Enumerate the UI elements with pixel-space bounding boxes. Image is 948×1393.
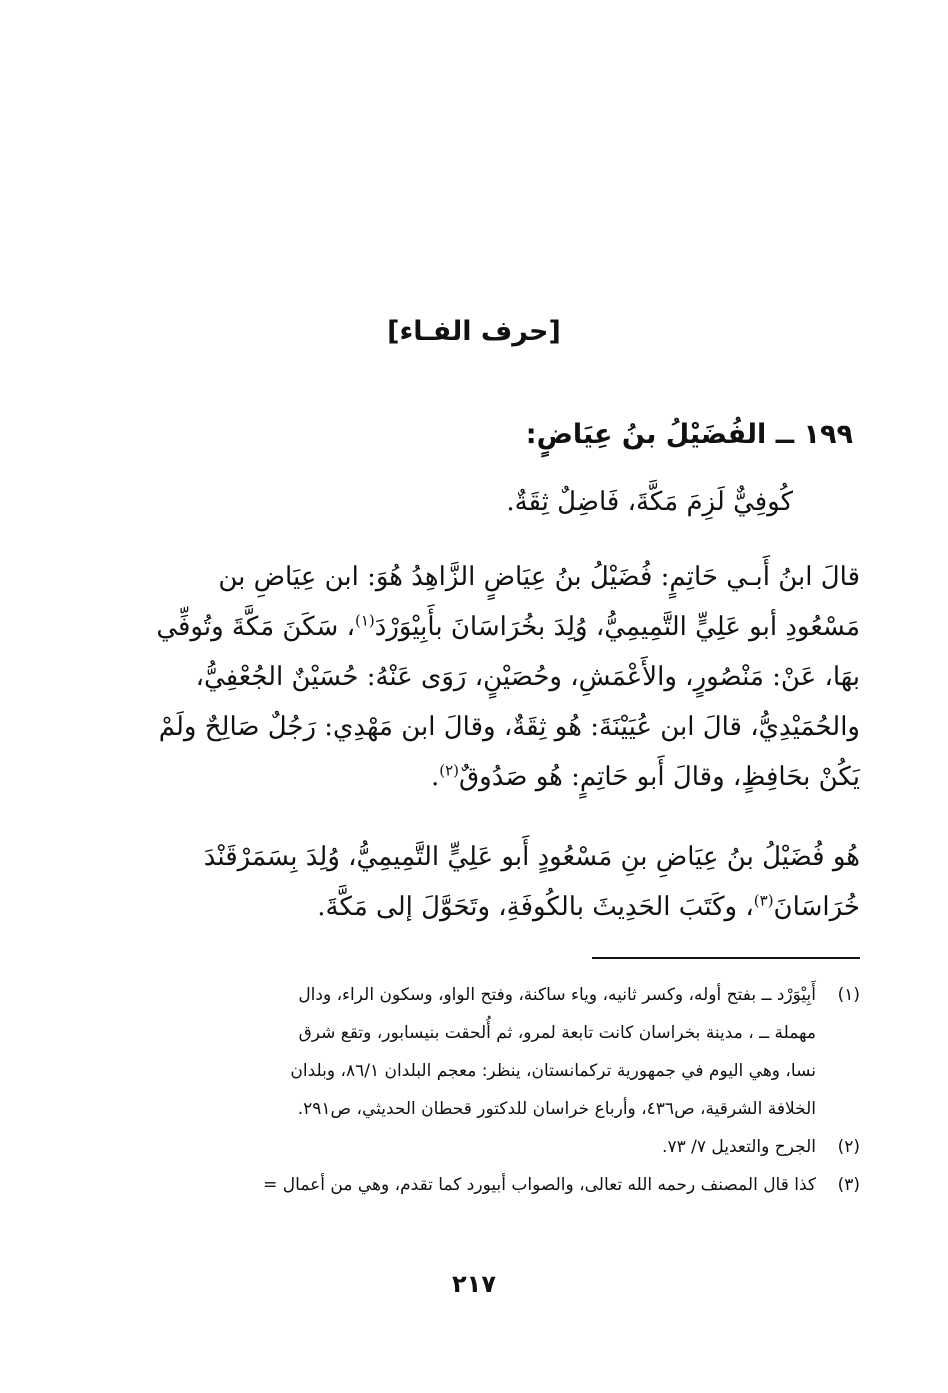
- footnote-line: مهملة ــ ، مدينة بخراسان كانت تابعة لمرو، ثم أُلحقت بنيسابور، وتقع شرق: [298, 1023, 816, 1043]
- footnote-text: [85, 1166, 816, 1204]
- page-number: ٢١٧: [452, 1270, 496, 1298]
- paragraph-line: بهَا، عَنْ: مَنْصُورٍ، والأَعْمَشِ، وحُصَيْنٍ، رَوَى عَنْهُ: حُسَيْنٌ الجُعْفِيُّ،: [195, 662, 860, 692]
- footnote-line: أَبِيْوَرْد ــ بفتح أوله، وكسر ثانيه، وياء ساكنة، وفتح الواو، وسكون الراء، ودال: [298, 985, 816, 1005]
- paragraph-text: ، سَكَنَ مَكَّةَ وتُوفِّي: [156, 612, 355, 642]
- footnotes: [85, 976, 860, 1204]
- footnote-2: [85, 1128, 860, 1166]
- paragraph-text: يَكُنْ بحَافِظٍ، وقالَ أَبو حَاتِمٍ: هُو صَدُوقٌ: [459, 762, 860, 792]
- footnote-number: (١): [837, 985, 860, 1005]
- footnote-1: [85, 976, 860, 1128]
- footnote-ref-2[interactable]: (٢): [439, 761, 459, 780]
- footnote-text: [85, 1128, 816, 1166]
- footnote-line: كذا قال المصنف رحمه الله تعالى، والصواب أبيورد كما تقدم، وهي من أعمال =: [263, 1175, 816, 1195]
- footnote-3: [85, 1166, 860, 1204]
- footnote-divider: [592, 957, 860, 959]
- biography-paragraph: [90, 552, 860, 802]
- paragraph-text: خُرَاسَانَ: [773, 892, 860, 922]
- paragraph-line: [90, 882, 860, 932]
- paragraph-line: قالَ ابنُ أَبـي حَاتِمٍ: فُضَيْلُ بنُ عِيَاضٍ الزَّاهِدُ هُوَ: ابن عِيَاضِ بن: [218, 562, 860, 592]
- footnote-line: نسا، وهي اليوم في جمهورية تركمانستان، ينظر: معجم البلدان ٨٦/١، وبلدان: [290, 1061, 816, 1081]
- footnote-ref-1[interactable]: (١): [354, 611, 375, 630]
- footnote-line: الجرح والتعديل ٧/ ٧٣.: [662, 1137, 816, 1157]
- footnote-number: (٣): [837, 1175, 860, 1195]
- footnote-number: (٢): [837, 1137, 860, 1157]
- section-heading: [حرف الفـاء]: [387, 316, 561, 347]
- entry-summary: كُوفِيٌّ لَزِمَ مَكَّةَ، فَاضِلٌ ثِقَةٌ.: [506, 487, 793, 517]
- paragraph-line: [90, 602, 860, 652]
- footnote-line: الخلافة الشرقية، ص٤٣٦، وأرباع خراسان للدكتور قحطان الحديثي، ص٢٩١.: [297, 1099, 816, 1119]
- paragraph-text: ، وكَتَبَ الحَدِيثَ بالكُوفَةِ، وتَحَوَّلَ إلى مَكَّةَ.: [317, 892, 754, 922]
- commentary-paragraph: [90, 832, 860, 932]
- paragraph-line: [90, 752, 860, 802]
- paragraph-line: هُو فُضَيْلُ بنُ عِيَاضِ بنِ مَسْعُودٍ أَبو عَلِيٍّ التَّمِيمِيُّ، وُلِدَ بِسَمَرْقَنْدَ: [203, 842, 860, 872]
- footnote-ref-3[interactable]: (٣): [753, 891, 774, 910]
- paragraph-text: .: [430, 762, 440, 792]
- paragraph-line: والحُمَيْدِيُّ، قالَ ابن عُيَيْنَةَ: هُو ثِقَةٌ، وقالَ ابن مَهْدِي: رَجُلٌ صَالِحٌ ولَمْ: [158, 712, 860, 742]
- footnote-text: [85, 976, 816, 1128]
- entry-heading: ١٩٩ ــ الفُضَيْلُ بنُ عِيَاضٍ:: [525, 419, 853, 450]
- paragraph-text: مَسْعُودِ أبو عَلِيٍّ التَّمِيمِيُّ، وُلِدَ بخُرَاسَانَ بأَبِيْوَرْدَ: [374, 612, 860, 642]
